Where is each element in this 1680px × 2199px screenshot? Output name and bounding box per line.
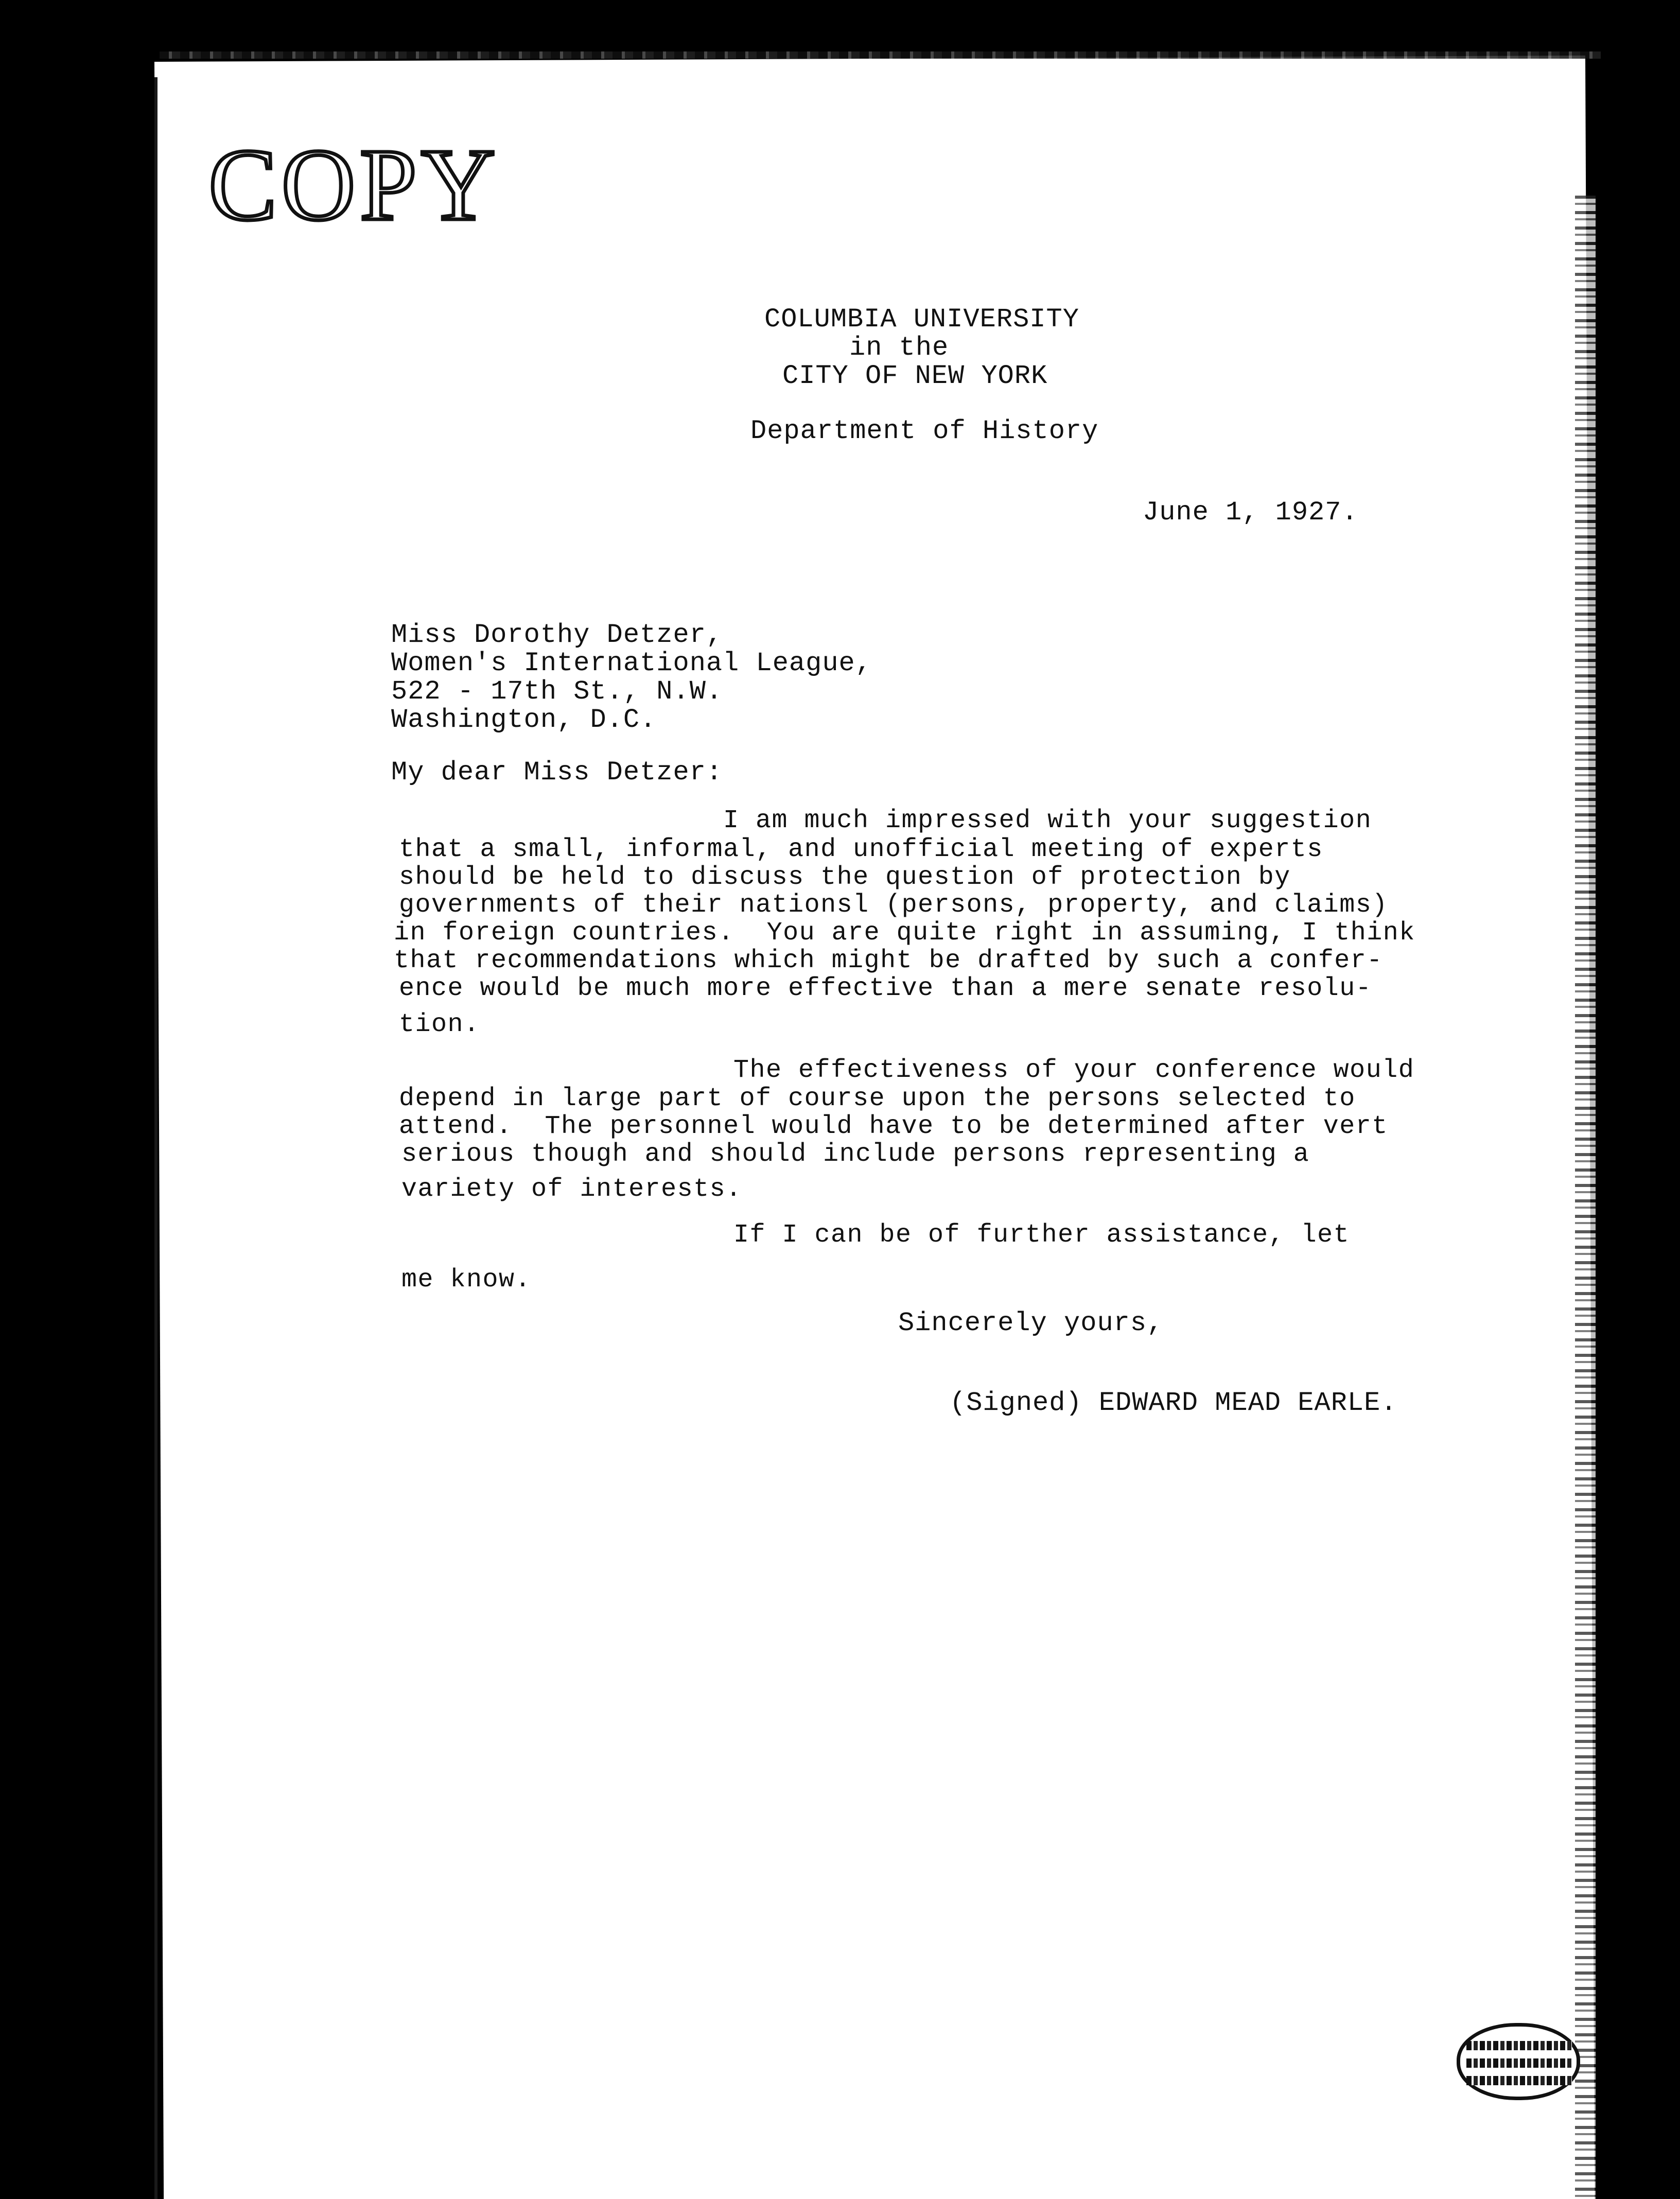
- letter-date: June 1, 1927.: [1143, 497, 1358, 528]
- letterhead-line-1: COLUMBIA UNIVERSITY: [764, 304, 1079, 335]
- paragraph-2-line-3: attend. The personnel would have to be determined after vert: [399, 1112, 1388, 1141]
- closing: Sincerely yours,: [898, 1308, 1164, 1338]
- paragraph-1-line-2: that a small, informal, and unofficial meeting of experts: [399, 835, 1323, 864]
- recipient-street: 522 - 17th St., N.W.: [391, 676, 723, 707]
- paragraph-1-line-1: I am much impressed with your suggestion: [723, 806, 1372, 835]
- recipient-city: Washington, D.C.: [391, 705, 657, 735]
- stamp-line: [1466, 2058, 1572, 2068]
- paragraph-3-line-2: me know.: [401, 1265, 532, 1295]
- letterhead-line-2: in the: [849, 333, 949, 363]
- copy-mark: COPY: [208, 128, 500, 242]
- signature-line: (Signed) EDWARD MEAD EARLE.: [950, 1388, 1397, 1418]
- recipient-organization: Women's International League,: [391, 648, 872, 678]
- recipient-name: Miss Dorothy Detzer,: [391, 620, 723, 650]
- paragraph-1-line-4: governments of their nationsl (persons, property, and claims): [399, 891, 1388, 920]
- paragraph-2-line-4: serious though and should include persons representing a: [401, 1140, 1310, 1169]
- right-scan-noise: [1575, 196, 1596, 2199]
- left-paper-edge: [154, 77, 157, 2199]
- paragraph-3-line-1: If I can be of further assistance, let: [733, 1220, 1350, 1250]
- top-scan-edge: [160, 51, 1601, 59]
- department-line: Department of History: [750, 416, 1099, 446]
- letterhead-line-3: CITY OF NEW YORK: [782, 361, 1048, 391]
- paragraph-2-line-5: variety of interests.: [401, 1175, 742, 1204]
- paragraph-1-line-5: in foreign countries. You are quite right in assuming, I think: [394, 918, 1415, 948]
- paragraph-2-line-2: depend in large part of course upon the persons selected to: [399, 1084, 1356, 1113]
- stamp-line: [1466, 2076, 1572, 2085]
- archive-stamp: [1457, 2023, 1580, 2100]
- paragraph-2-line-1: The effectiveness of your conference would: [733, 1056, 1415, 1085]
- paragraph-1-line-6: that recommendations which might be drafted by such a confer-: [394, 946, 1383, 975]
- paragraph-1-line-8: tion.: [399, 1010, 480, 1039]
- salutation: My dear Miss Detzer:: [391, 757, 723, 788]
- paragraph-1-line-3: should be held to discuss the question of protection by: [399, 863, 1291, 892]
- paragraph-1-line-7: ence would be much more effective than a mere senate resolu-: [399, 974, 1372, 1003]
- stamp-line: [1466, 2041, 1572, 2050]
